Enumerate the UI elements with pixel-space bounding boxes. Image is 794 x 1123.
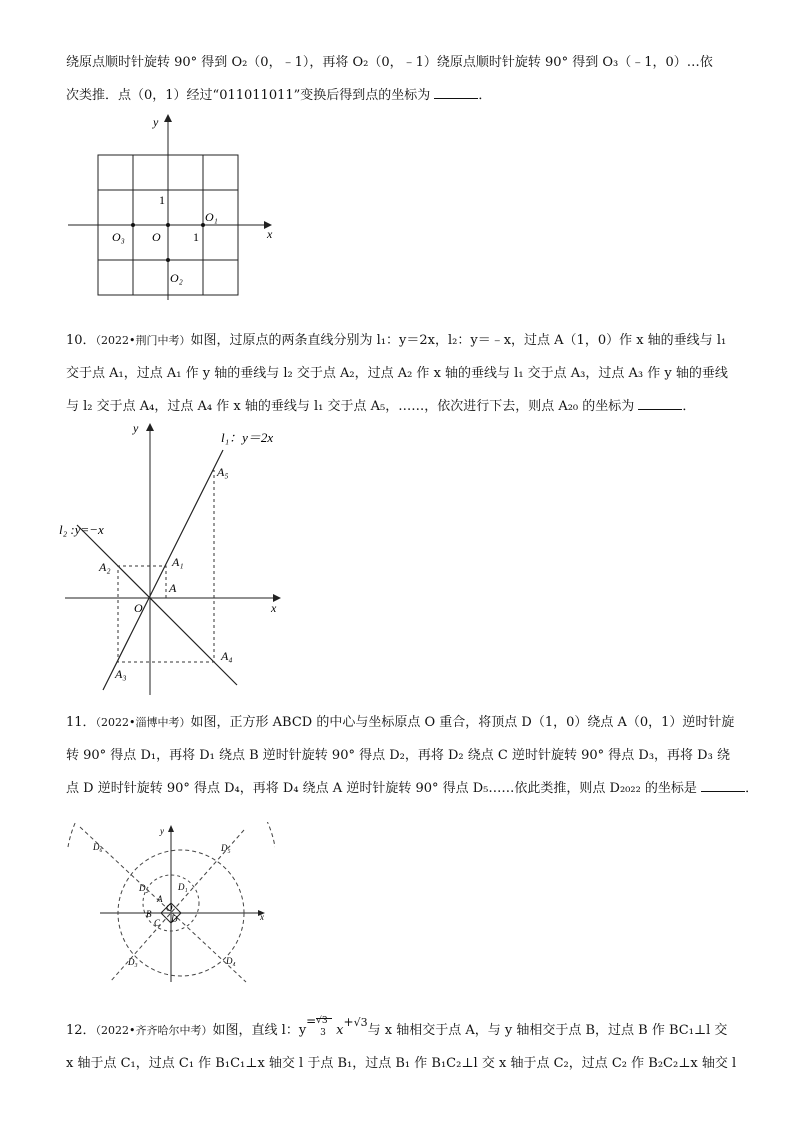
q10-label-a5: A₅ (217, 465, 229, 479)
q9-point-o3 (131, 223, 135, 227)
q10-line-1 (66, 324, 746, 357)
q10-end: ． (682, 399, 696, 414)
q9-label-x: x (267, 227, 273, 241)
q10-label-a2: A₂ (99, 560, 111, 574)
q9-label-1y: 1 (159, 193, 165, 207)
q9-line-2 (66, 79, 746, 112)
q11-label-o: O (166, 903, 173, 913)
q11-label-y: y (160, 826, 164, 836)
q12-source: （2022•齐齐哈尔中考） (95, 1024, 213, 1037)
q11-label-d4: D₄ (226, 956, 236, 966)
q12-xterm: x (336, 1023, 344, 1038)
q11-line-3 (66, 772, 759, 805)
q10-label-y: y (133, 421, 139, 435)
q10-line-1-text: 如图，过原点的两条直线分别为 l₁：y＝2x，l₂：y＝﹣x，过点 A（1，0）作 x 轴的垂线与 l₁ (190, 333, 727, 348)
q11-text (66, 706, 759, 805)
q12-plus: + (343, 1015, 354, 1029)
q10-y-arrow-icon (146, 423, 154, 431)
q11-figure (60, 822, 275, 987)
q9-point-o2 (166, 258, 170, 262)
q11-label-d: D (171, 914, 178, 924)
q10-label-l1: l₁：y＝2x (221, 430, 274, 445)
q10-label-x: x (271, 601, 277, 615)
q10-label-a3: A₃ (115, 667, 127, 681)
q9-label-1x: 1 (193, 230, 199, 244)
q11-label-d5: D₅ (221, 843, 231, 853)
q9-text (66, 46, 746, 112)
q11-label-b: B (146, 909, 152, 919)
q11-answer-blank[interactable] (701, 780, 745, 792)
q11-label-d2: D₂ (139, 883, 149, 893)
q12-line-2: x 轴于点 C₁，过点 C₁ 作 B₁C₁⊥x 轴交 l 于点 B₁，过点 B₁ 作 B₁C₂⊥l 交 x 轴于点 C₂，过点 C₂ 作 B₂C₂⊥x 轴交 l (66, 1056, 737, 1071)
q9-point-origin (166, 223, 170, 227)
q9-answer-blank[interactable] (434, 87, 478, 99)
q11-end: ． (745, 781, 759, 796)
q12-frac-denominator: 3 (320, 1028, 326, 1038)
q9-label-o: O (152, 230, 161, 244)
q11-label-d3: D₃ (128, 957, 138, 967)
q12-eq-sign: = (306, 1014, 317, 1028)
q9-end: ． (478, 88, 492, 103)
q9-label-y: y (153, 115, 159, 129)
q12-equation (306, 1014, 336, 1038)
q12-line-1-text: 与 x 轴相交于点 A，与 y 轴相交于点 B，过点 B 作 BC₁⊥l 交 (367, 1023, 728, 1038)
q10-label-o: O (134, 601, 143, 615)
q9-label-o3: O₃ (112, 230, 125, 244)
q12-root: √3 (353, 1016, 368, 1029)
q11-line-1-text: 如图，正方形 ABCD 的中心与坐标原点 O 重合，将顶点 D（1，0）绕点 A（0，1）逆时针旋 (190, 715, 735, 730)
q12-frac-numerator: √3 (316, 1016, 328, 1026)
q9-label-o2: O₂ (170, 271, 183, 285)
q11-label-d1: D₁ (178, 882, 188, 892)
q11-number: 11． (66, 715, 96, 730)
q12-line-1 (66, 1014, 746, 1047)
q12-number: 12． (66, 1023, 96, 1038)
q11-line-3-text: 点 D 逆时针旋转 90° 得点 D₄，再将 D₄ 绕点 A 逆时针旋转 90° 得点 D₅……依此类推，则点 D₂₀₂₂ 的坐标是 (66, 781, 697, 796)
q11-label-a: A (157, 894, 163, 904)
q9-grid-figure (60, 110, 290, 300)
q12-text (66, 1014, 746, 1080)
q10-source: （2022•荆门中考） (95, 334, 191, 347)
q10-label-a: A (169, 581, 177, 595)
q10-line-3-text: 与 l₂ 交于点 A₄，过点 A₄ 作 x 轴的垂线与 l₁ 交于点 A₅，……，依次进行下去，则点 A₂₀ 的坐标为 (66, 399, 635, 414)
q9-line-1: 绕原点顺时针旋转 90° 得到 O₂（0，﹣1），再将 O₂（0，﹣1）绕原点顺时针旋转 90° 得到 O₃（﹣1，0）…依 (66, 55, 713, 70)
q9-label-o1: O₁ (205, 210, 218, 224)
q10-label-l2: l₂ :y=−x (59, 522, 104, 537)
q10-line-2: 交于点 A₁，过点 A₁ 作 y 轴的垂线与 l₂ 交于点 A₂，过点 A₂ 作 x 轴的垂线与 l₁ 交于点 A₃，过点 A₃ 作 y 轴的垂线 (66, 366, 728, 381)
q10-dashed-path (118, 470, 214, 662)
q10-line-l1 (103, 450, 223, 690)
q11-line-2: 转 90° 得点 D₁，再将 D₁ 绕点 B 逆时针旋转 90° 得点 D₂，再将 D₂ 绕点 C 逆时针旋转 90° 得点 D₃，再将 D₃ 绕 (66, 748, 730, 763)
q11-label-x: x (260, 912, 264, 922)
q11-label-d6: D₆ (93, 842, 103, 852)
q10-label-a4: A₄ (221, 649, 233, 663)
q10-answer-blank[interactable] (638, 398, 682, 410)
q11-line-1 (66, 706, 746, 739)
q10-number: 10． (66, 333, 96, 348)
q11-y-arrow-icon (168, 825, 174, 832)
q11-label-c: C (154, 918, 161, 928)
q11-source: （2022•淄博中考） (95, 716, 191, 729)
q10-line-3 (66, 390, 746, 423)
q9-y-arrow-icon (164, 114, 172, 122)
q10-text (66, 324, 746, 423)
q10-label-a1: A₁ (172, 555, 184, 569)
q12-pre: 如图，直线 l：y (212, 1023, 307, 1038)
q10-line-l2 (77, 525, 237, 685)
q9-line-2-text: 次类推．点（0，1）经过“011011011”变换后得到点的坐标为 (66, 88, 431, 103)
q10-figure (55, 420, 295, 700)
